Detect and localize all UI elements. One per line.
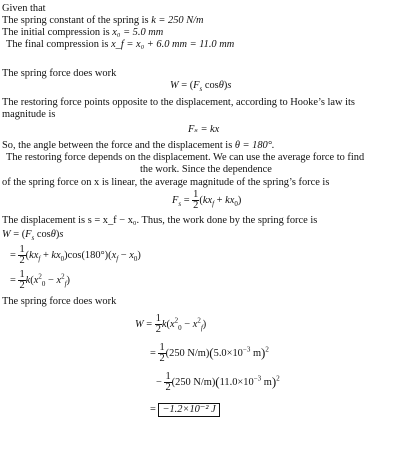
work-text-2: The spring force does work bbox=[2, 296, 117, 307]
final-step-3: − $\frac{1}{2}$ (250 $N/m)(11.0\times 10^{-3}$ m)$^2$ bbox=[156, 371, 280, 393]
dependence-line-2: the work. Since the dependence bbox=[140, 164, 272, 175]
work-formula: $W = (F_s$ cosθ)s bbox=[170, 80, 232, 94]
work-step-2: = $\frac{1}{2}$ $(kx_f + kx_0)\cos(180^\circ)(x_f - x_0)$ bbox=[10, 244, 141, 266]
restoring-line-2: magnitude is bbox=[2, 109, 56, 120]
final-step-1: W = $\frac{1}{2}$ $k(x^2_0 - x^2_f)$ bbox=[135, 313, 207, 335]
angle-line: So, the angle between the force and the displacement is θ = 180°. bbox=[2, 140, 275, 151]
final-step-2: = $\frac{1}{2}$ (250 $N/m)(5.0\times 10^{-3}$ m)$^2$ bbox=[150, 342, 269, 364]
displacement-line: The displacement is s = x_f − x₀. Thus, the work done by the spring force is bbox=[2, 215, 318, 226]
average-force-formula: $F_s$ = $\frac{1}{2}$ $(kx_f + kx_0)$ bbox=[172, 189, 242, 211]
initial-compression-line: The initial compression is x₀ = 5.0 mm bbox=[2, 27, 164, 38]
work-step-1: $W = (F_s$ cosθ)s bbox=[2, 229, 64, 243]
answer-box: −1.2×10⁻² J bbox=[158, 403, 219, 417]
dependence-line-1: The restoring force depends on the displacement. We can use the average force to find bbox=[6, 152, 365, 163]
work-step-3: = $\frac{1}{2}$ $k(x^2_0 - x^2_f)$ bbox=[10, 269, 70, 291]
work-text: The spring force does work bbox=[2, 68, 117, 79]
given-heading: Given that bbox=[2, 3, 46, 14]
final-answer: = −1.2×10⁻² J bbox=[150, 404, 220, 415]
spring-constant-line: The spring constant of the spring is k = 250 N/m bbox=[2, 15, 204, 26]
restoring-line-1: The restoring force points opposite to the displacement, according to Hooke’s law its bbox=[2, 97, 355, 108]
dependence-line-3: of the spring force on x is linear, the average magnitude of the spring’s force is bbox=[2, 177, 330, 188]
hooke-formula: Fₛ = kx bbox=[188, 124, 220, 135]
final-compression-line: The final compression is x_f = x₀ + 6.0 mm = 11.0 mm bbox=[6, 39, 235, 50]
